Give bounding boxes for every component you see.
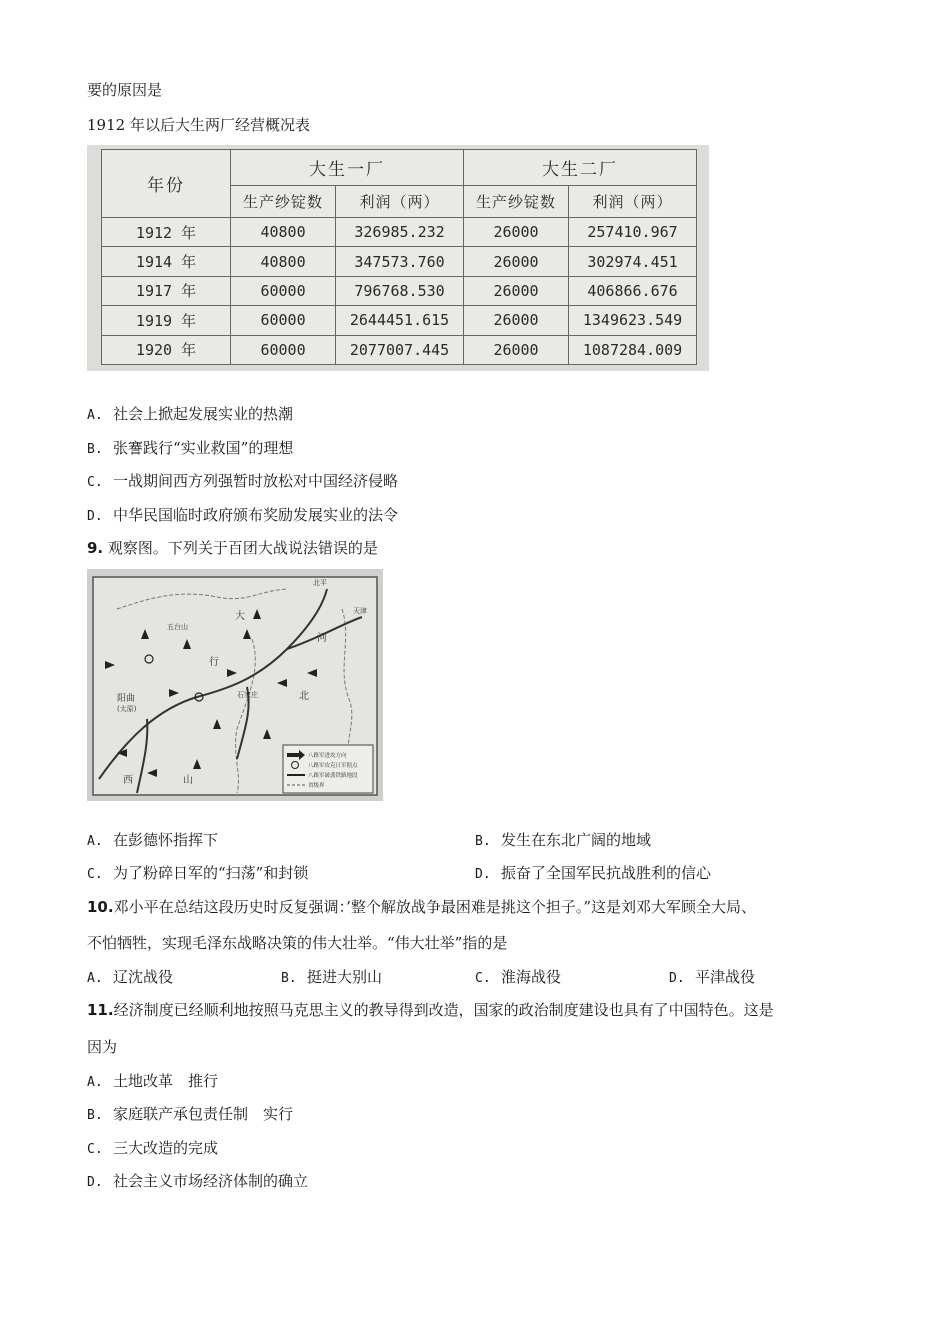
option-letter: B.: [475, 834, 491, 849]
option-letter: B.: [87, 442, 103, 457]
option-text: 社会主义市场经济体制的确立: [113, 1172, 309, 1190]
f1-spindles-cell: 60000: [231, 276, 336, 305]
option-text: 辽沈战役: [113, 968, 174, 986]
q9-option-c[interactable]: [87, 863, 308, 885]
q9-option-d[interactable]: [475, 863, 711, 885]
option-text: 平津战役: [695, 968, 756, 986]
option-letter: A.: [87, 971, 103, 986]
intro-tail-text: 要的原因是: [87, 81, 163, 99]
q9-option-a[interactable]: [87, 830, 218, 852]
table-row: [102, 218, 697, 247]
map-label: 北平: [313, 579, 327, 587]
option-letter: B.: [87, 1108, 103, 1123]
q10-option-a[interactable]: [87, 967, 173, 989]
f2-spindles-cell: 26000: [463, 218, 568, 247]
year-cell: 1912 年: [102, 218, 231, 247]
option-text: 发生在东北广阔的地域: [501, 831, 652, 849]
q8-option-a[interactable]: [87, 404, 293, 426]
f2-spindles-cell: 26000: [463, 276, 568, 305]
option-text: 中华民国临时政府颁布奖励发展实业的法令: [113, 506, 399, 524]
option-text: 在彭德怀指挥下: [113, 831, 219, 849]
q8-option-c[interactable]: [87, 471, 398, 493]
table-row: [102, 276, 697, 305]
q9-stem: [87, 538, 378, 558]
option-letter: C.: [87, 1142, 103, 1157]
table-row: [102, 335, 697, 364]
factory1-header: 大生一厂: [231, 150, 464, 186]
f1-spindles-cell: 60000: [231, 306, 336, 335]
q8-option-d[interactable]: [87, 505, 398, 527]
factory-table-image: [87, 145, 709, 371]
q11-stem-line2: 因为: [87, 1038, 118, 1056]
table-row: [102, 306, 697, 335]
option-letter: A.: [87, 408, 103, 423]
option-text: 挺进大别山: [307, 968, 383, 986]
map-label: 大: [235, 611, 245, 622]
map-label: 石家庄: [237, 691, 258, 699]
f1-profit-header: 利润（两）: [336, 186, 464, 218]
map-label: 五台山: [167, 623, 188, 631]
legend-item: 省级界: [308, 783, 325, 789]
q11-stem-line1: [87, 1000, 774, 1020]
option-letter: D.: [669, 971, 685, 986]
legend-item: 八路军破袭铁路地段: [308, 773, 358, 779]
legend-item: 八路军攻克日军据点: [308, 763, 358, 769]
f1-spindles-cell: 60000: [231, 335, 336, 364]
f1-profit-cell: 796768.530: [336, 276, 464, 305]
f2-spindles-cell: 26000: [463, 247, 568, 276]
option-letter: C.: [475, 971, 491, 986]
year-cell: 1919 年: [102, 306, 231, 335]
option-text: 家庭联产承包责任制 实行: [113, 1105, 294, 1123]
map-label: 山: [183, 775, 193, 786]
option-letter: D.: [87, 1175, 103, 1190]
factory-table: [101, 149, 697, 365]
battle-map: [87, 569, 383, 801]
map-label: 天津: [353, 607, 367, 615]
f2-spindles-cell: 26000: [463, 335, 568, 364]
f2-profit-cell: 406866.676: [569, 276, 697, 305]
hundred-regiments-map-image: [87, 569, 383, 801]
map-label: 北: [299, 691, 309, 702]
option-text: 土地改革 推行: [113, 1072, 219, 1090]
factory2-header: 大生二厂: [463, 150, 696, 186]
f1-profit-cell: 347573.760: [336, 247, 464, 276]
q11-option-d[interactable]: [87, 1171, 308, 1193]
question-text: 经济制度已经顺利地按照马克思主义的教导得到改造，国家的政治制度建设也具有了中国特色。这是: [113, 1001, 774, 1019]
q11-option-a[interactable]: [87, 1071, 218, 1093]
q11-option-b[interactable]: [87, 1104, 293, 1126]
option-letter: A.: [87, 1075, 103, 1090]
f2-profit-cell: 1087284.009: [569, 335, 697, 364]
option-letter: A.: [87, 834, 103, 849]
question-text: 邓小平在总结这段历史时反复强调：’整个解放战争最困难是挑这个担子。”这是刘邓大军顾全大局、: [113, 898, 757, 916]
question-number: 11.: [87, 1001, 114, 1019]
q10-stem-line2: 不怕牺牲，实现毛泽东战略决策的伟大壮举。“伟大壮举”指的是: [87, 934, 508, 952]
option-letter: B.: [281, 971, 297, 986]
f1-profit-cell: 326985.232: [336, 218, 464, 247]
year-cell: 1917 年: [102, 276, 231, 305]
f2-profit-header: 利润（两）: [569, 186, 697, 218]
f2-profit-cell: 302974.451: [569, 247, 697, 276]
question-number: 10.: [87, 898, 114, 916]
option-text: 一战期间西方列强暂时放松对中国经济侵略: [113, 472, 399, 490]
q10-option-b[interactable]: [281, 967, 382, 989]
q9-option-b[interactable]: [475, 830, 651, 852]
year-header: 年份: [102, 150, 231, 218]
f2-profit-cell: 257410.967: [569, 218, 697, 247]
option-text: 社会上掀起发展实业的热潮: [113, 405, 294, 423]
map-label: 阳曲: [117, 694, 136, 704]
legend-item: 八路军进攻方向: [308, 753, 347, 759]
option-text: 为了粉碎日军的“扫荡”和封锁: [113, 864, 309, 882]
map-label: 行: [209, 657, 219, 668]
option-letter: D.: [475, 867, 491, 882]
map-label: (太原): [117, 705, 137, 713]
option-letter: C.: [87, 475, 103, 490]
f1-profit-cell: 2644451.615: [336, 306, 464, 335]
q11-option-c[interactable]: [87, 1138, 218, 1160]
f2-spindles-cell: 26000: [463, 306, 568, 335]
option-text: 淮海战役: [501, 968, 562, 986]
table-row: [102, 247, 697, 276]
f2-profit-cell: 1349623.549: [569, 306, 697, 335]
option-letter: C.: [87, 867, 103, 882]
q10-option-d[interactable]: [669, 967, 755, 989]
option-text: 振奋了全国军民抗战胜利的信心: [501, 864, 712, 882]
f2-spindles-header: 生产纱锭数: [463, 186, 568, 218]
map-label: 西: [123, 775, 133, 786]
map-label: 河: [317, 633, 327, 644]
f1-spindles-header: 生产纱锭数: [231, 186, 336, 218]
table-title: 1912 年以后大生两厂经营概况表: [87, 116, 310, 134]
option-letter: D.: [87, 509, 103, 524]
option-text: 张謇践行“实业救国”的理想: [113, 439, 294, 457]
option-text: 三大改造的完成: [113, 1139, 219, 1157]
question-number: 9.: [87, 539, 104, 557]
f1-spindles-cell: 40800: [231, 247, 336, 276]
question-text: 观察图。下列关于百团大战说法错误的是: [107, 539, 378, 557]
q10-stem-line1: [87, 897, 756, 917]
q10-option-c[interactable]: [475, 967, 561, 989]
f1-profit-cell: 2077007.445: [336, 335, 464, 364]
q8-option-b[interactable]: [87, 438, 293, 460]
f1-spindles-cell: 40800: [231, 218, 336, 247]
year-cell: 1914 年: [102, 247, 231, 276]
year-cell: 1920 年: [102, 335, 231, 364]
